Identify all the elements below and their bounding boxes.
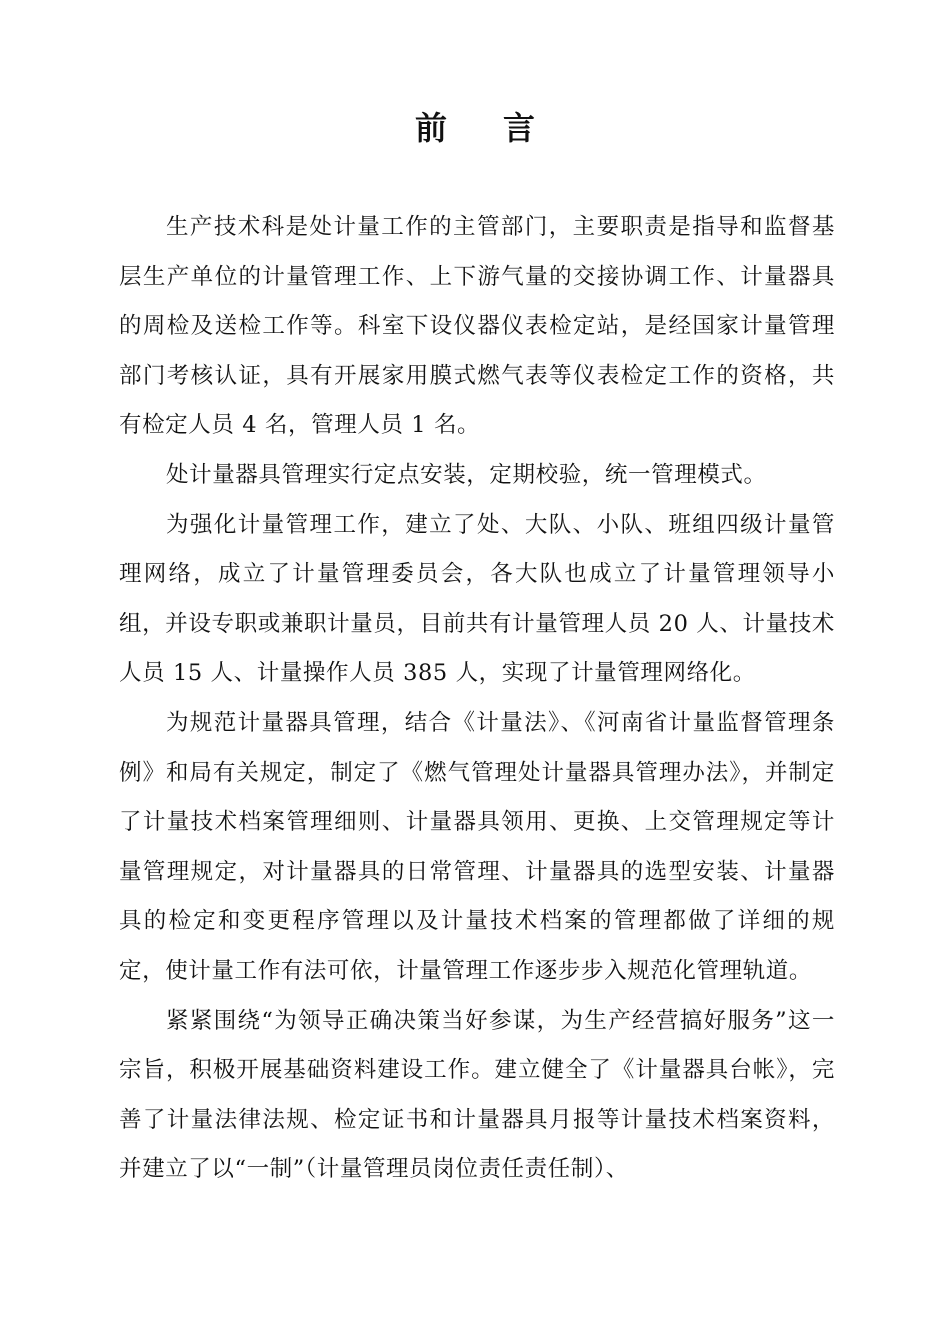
page-title: 前言 <box>414 109 591 147</box>
paragraph-2: 处计量器具管理实行定点安装，定期校验，统一管理模式。 <box>166 461 767 488</box>
document-body <box>119 203 835 1195</box>
paragraph-5: 紧紧围绕“为领导正确决策当好参谋，为生产经营搞好服务”这一宗旨，积极开展基础资料建设工作。建立健全了《计量器具台帐》，完善了计量法律法规、检定证书和计量器具月报等计量技术档案资料，并建立了以“一制”（计量管理员岗位责任责任制）、 <box>119 1007 835 1183</box>
paragraph-1: 生产技术科是处计量工作的主管部门，主要职责是指导和监督基层生产单位的计量管理工作、上下游气量的交接协调工作、计量器具的周检及送检工作等。科室下设仪器仪表检定站，是经国家计量管理部门考核认证，具有开展家用膜式燃气表等仪表检定工作的资格，共有检定人员 4 名，管理人员 1 名。 <box>119 214 835 439</box>
paragraph-3: 为强化计量管理工作，建立了处、大队、小队、班组四级计量管理网络，成立了计量管理委员会，各大队也成立了计量管理领导小组，并设专职或兼职计量员，目前共有计量管理人员 20 人、计量技术人员 15 人、计量操作人员 385 人，实现了计量管理网络化。 <box>119 511 835 687</box>
paragraph-4: 为规范计量器具管理，结合《计量法》、《河南省计量监督管理条例》和局有关规定，制定了《燃气管理处计量器具管理办法》，并制定了计量技术档案管理细则、计量器具领用、更换、上交管理规定等计量管理规定，对计量器具的日常管理、计量器具的选型安装、计量器具的检定和变更程序管理以及计量技术档案的管理都做了详细的规定，使计量工作有法可依，计量管理工作逐步步入规范化管理轨道。 <box>119 709 835 984</box>
